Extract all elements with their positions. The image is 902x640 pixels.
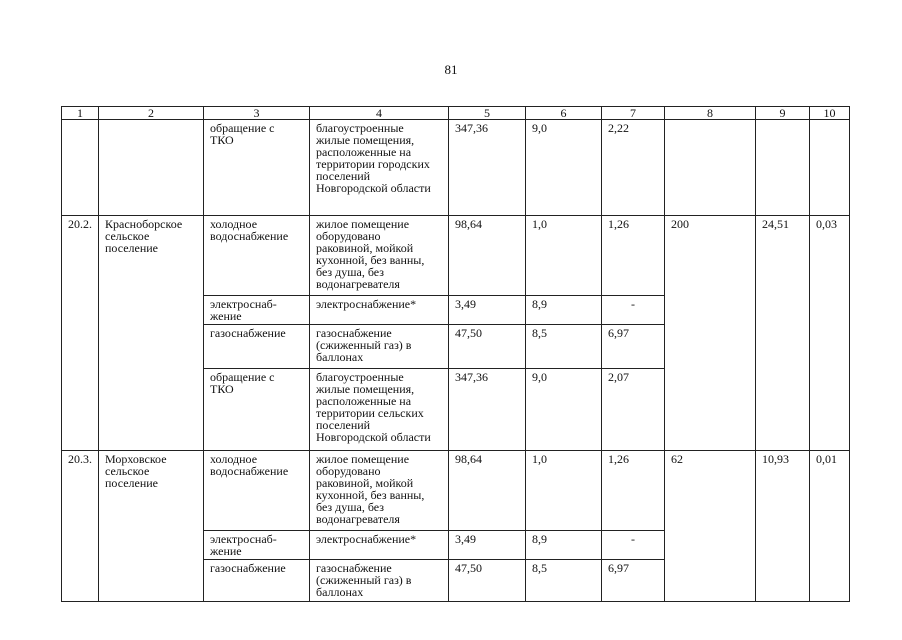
header-cell: 1 bbox=[62, 107, 99, 120]
value-cell: 347,36 bbox=[449, 369, 526, 451]
value-cell bbox=[810, 120, 850, 216]
row-number-cell bbox=[62, 120, 99, 216]
value-cell: 10,93 bbox=[756, 451, 810, 602]
value-cell: 3,49 bbox=[449, 296, 526, 325]
value-cell: 1,26 bbox=[602, 216, 665, 296]
value-cell: 24,51 bbox=[756, 216, 810, 451]
settlement-cell: Морховское сельское поселение bbox=[99, 451, 204, 602]
service-cell: газоснабжение bbox=[204, 325, 310, 369]
value-cell: 8,9 bbox=[526, 296, 602, 325]
description-cell: жилое помещение оборудовано раковиной, мойкой кухонной, без ванны, без душа, без водонагревателя bbox=[310, 216, 449, 296]
service-cell: электроснаб- жение bbox=[204, 531, 310, 560]
value-cell: 2,07 bbox=[602, 369, 665, 451]
value-cell: 8,5 bbox=[526, 560, 602, 602]
value-cell bbox=[665, 120, 756, 216]
table-row bbox=[62, 451, 850, 531]
header-cell: 3 bbox=[204, 107, 310, 120]
row-number-cell: 20.3. bbox=[62, 451, 99, 602]
value-cell: 3,49 bbox=[449, 531, 526, 560]
value-cell: 98,64 bbox=[449, 216, 526, 296]
value-cell: 1,0 bbox=[526, 216, 602, 296]
service-cell: газоснабжение bbox=[204, 560, 310, 602]
description-cell: благоустроенные жилые помещения, расположенные на территории сельских поселений Новгородской области bbox=[310, 369, 449, 451]
value-cell: - bbox=[602, 296, 665, 325]
header-cell: 8 bbox=[665, 107, 756, 120]
value-cell: 8,9 bbox=[526, 531, 602, 560]
header-cell: 9 bbox=[756, 107, 810, 120]
description-cell: электроснабжение* bbox=[310, 531, 449, 560]
value-cell: 2,22 bbox=[602, 120, 665, 216]
value-cell: 200 bbox=[665, 216, 756, 451]
settlement-cell: Красноборское сельское поселение bbox=[99, 216, 204, 451]
header-cell: 4 bbox=[310, 107, 449, 120]
service-cell: холодное водоснабжение bbox=[204, 216, 310, 296]
value-cell: 0,01 bbox=[810, 451, 850, 602]
header-cell: 2 bbox=[99, 107, 204, 120]
value-cell: 347,36 bbox=[449, 120, 526, 216]
description-cell: газоснабжение (сжиженный газ) в баллонах bbox=[310, 560, 449, 602]
header-row bbox=[62, 107, 850, 120]
value-cell: 47,50 bbox=[449, 325, 526, 369]
value-cell: 62 bbox=[665, 451, 756, 602]
table-row bbox=[62, 120, 850, 216]
row-number-cell: 20.2. bbox=[62, 216, 99, 451]
header-cell: 7 bbox=[602, 107, 665, 120]
settlement-cell bbox=[99, 120, 204, 216]
header-cell: 5 bbox=[449, 107, 526, 120]
description-cell: электроснабжение* bbox=[310, 296, 449, 325]
value-cell: 6,97 bbox=[602, 325, 665, 369]
value-cell: 9,0 bbox=[526, 120, 602, 216]
value-cell: 47,50 bbox=[449, 560, 526, 602]
header-cell: 10 bbox=[810, 107, 850, 120]
description-cell: жилое помещение оборудовано раковиной, мойкой кухонной, без ванны, без душа, без водонагревателя bbox=[310, 451, 449, 531]
value-cell: 9,0 bbox=[526, 369, 602, 451]
service-cell: обращение с ТКО bbox=[204, 120, 310, 216]
value-cell: 1,0 bbox=[526, 451, 602, 531]
description-cell: газоснабжение (сжиженный газ) в баллонах bbox=[310, 325, 449, 369]
value-cell: 6,97 bbox=[602, 560, 665, 602]
table-row bbox=[62, 216, 850, 296]
service-cell: электроснаб- жение bbox=[204, 296, 310, 325]
page-number: 81 bbox=[444, 62, 458, 77]
value-cell: - bbox=[602, 531, 665, 560]
value-cell: 98,64 bbox=[449, 451, 526, 531]
header-cell: 6 bbox=[526, 107, 602, 120]
value-cell: 1,26 bbox=[602, 451, 665, 531]
tariff-table bbox=[61, 106, 850, 602]
service-cell: обращение с ТКО bbox=[204, 369, 310, 451]
value-cell: 0,03 bbox=[810, 216, 850, 451]
value-cell bbox=[756, 120, 810, 216]
service-cell: холодное водоснабжение bbox=[204, 451, 310, 531]
description-cell: благоустроенные жилые помещения, расположенные на территории городских поселений Новгородской области bbox=[310, 120, 449, 216]
value-cell: 8,5 bbox=[526, 325, 602, 369]
